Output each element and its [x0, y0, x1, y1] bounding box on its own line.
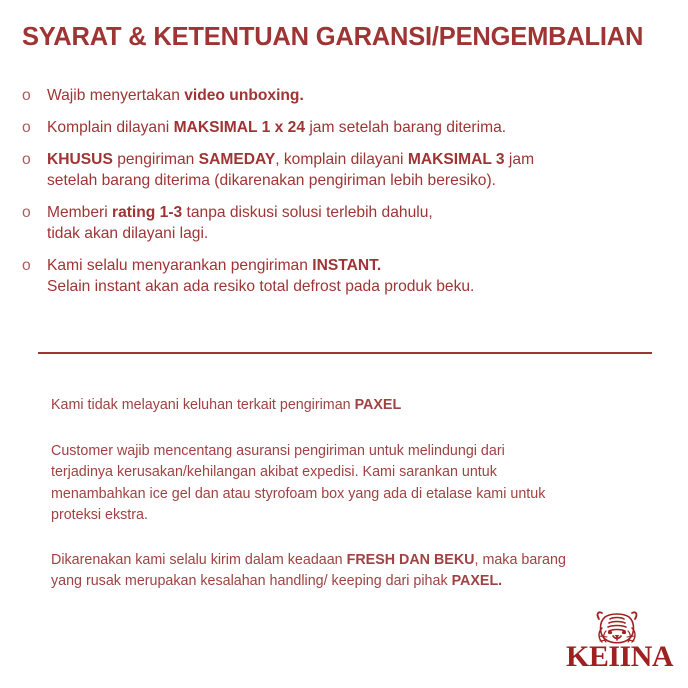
- bullet-marker-icon: o: [22, 204, 31, 221]
- text-line: [47, 255, 652, 276]
- term-item-pengiriman-instant: [22, 255, 652, 297]
- emphasis-text: KHUSUS: [47, 151, 113, 168]
- body-text: Kami tidak melayani keluhan terkait pengiriman: [51, 397, 355, 413]
- text-line: [47, 276, 652, 297]
- body-text: Customer wajib mencentang asuransi pengiriman untuk melindungi dari: [51, 442, 505, 459]
- terms-bullet-list: [22, 85, 652, 297]
- page-title: SYARAT & KETENTUAN GARANSI/PENGEMBALIAN: [22, 23, 644, 51]
- bullet-marker-icon: o: [22, 257, 31, 274]
- body-text: jam: [504, 151, 535, 168]
- emphasis-text: SAMEDAY: [198, 151, 276, 168]
- section-divider: [38, 352, 652, 354]
- term-item-rating-1-3: [22, 202, 652, 244]
- body-text: , komplain dilayani: [275, 151, 408, 168]
- note-asuransi-notice: [51, 441, 651, 527]
- bullet-marker-icon: o: [22, 151, 31, 168]
- body-text: terjadinya kerusakan/kehilangan akibat expedisi. Kami sarankan untuk: [51, 464, 497, 480]
- body-text: Selain instant akan ada resiko total defrost pada produk beku.: [47, 278, 475, 295]
- body-text: proteksi ekstra.: [51, 507, 148, 523]
- emphasis-text: PAXEL.: [451, 573, 503, 589]
- text-line: [47, 223, 652, 244]
- body-text: setelah barang diterima (dikarenakan pengiriman lebih beresiko).: [47, 172, 497, 189]
- emphasis-text: rating 1-3: [112, 204, 183, 221]
- text-line: [47, 117, 652, 138]
- body-text: menambahkan ice gel dan atau styrofoam box yang ada di etalase kami untuk: [51, 485, 546, 502]
- body-text: Dikarenakan kami selalu kirim dalam keadaan: [51, 551, 347, 568]
- emphasis-text: video unboxing.: [184, 87, 304, 104]
- emphasis-text: MAKSIMAL 3: [407, 151, 505, 168]
- logo-wordmark: KEIINA: [566, 640, 674, 673]
- text-line: [47, 170, 652, 191]
- body-text: jam setelah barang diterima.: [305, 119, 507, 136]
- term-item-video-unboxing: [22, 85, 652, 106]
- body-text: Memberi: [47, 204, 112, 221]
- body-text: yang rusak merupakan kesalahan handling/ keeping dari pihak: [51, 573, 452, 589]
- notes-section: [51, 395, 651, 593]
- text-line: [47, 149, 652, 170]
- body-text: tanpa diskusi solusi terlebih dahulu,: [182, 204, 433, 221]
- brand-logo: [566, 608, 672, 678]
- note-paxel-notice: [51, 395, 651, 417]
- text-line: [51, 505, 651, 527]
- emphasis-text: PAXEL: [354, 397, 402, 413]
- text-line: [51, 462, 651, 484]
- text-line: [51, 484, 651, 506]
- text-line: [47, 202, 652, 223]
- text-line: [47, 85, 652, 106]
- emphasis-text: INSTANT.: [312, 257, 382, 274]
- bullet-marker-icon: o: [22, 119, 31, 136]
- body-text: , maka barang: [474, 551, 566, 568]
- emphasis-text: MAKSIMAL 1 x 24: [173, 119, 305, 136]
- text-line: [51, 571, 651, 593]
- bullet-marker-icon: o: [22, 87, 31, 104]
- text-line: [51, 441, 651, 463]
- term-item-khusus-sameday: [22, 149, 652, 191]
- term-item-maksimal-1x24: [22, 117, 652, 138]
- body-text: Komplain dilayani: [47, 119, 174, 136]
- body-text: pengiriman: [112, 151, 199, 168]
- body-text: tidak akan dilayani lagi.: [47, 225, 209, 242]
- text-line: [51, 395, 651, 417]
- body-text: Kami selalu menyarankan pengiriman: [47, 257, 313, 274]
- body-text: Wajib menyertakan: [47, 87, 185, 104]
- text-line: [51, 550, 651, 572]
- emphasis-text: FRESH DAN BEKU: [346, 551, 475, 568]
- note-fresh-beku-notice: [51, 550, 651, 593]
